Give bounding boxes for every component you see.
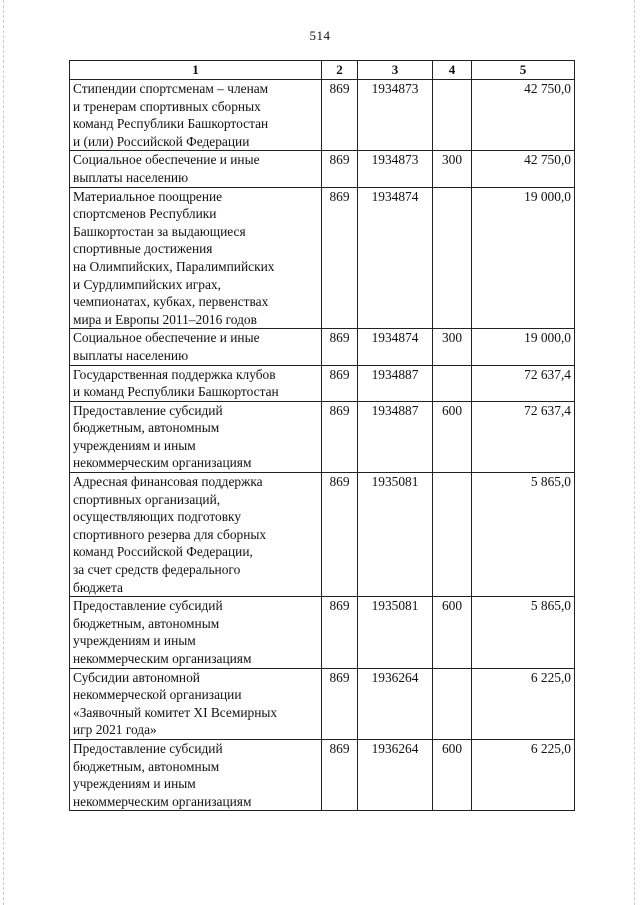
row-name-line: Предоставление субсидий xyxy=(73,740,223,756)
row-name-line: выплаты населению xyxy=(73,347,189,363)
row-name-line: бюджетным, автономным xyxy=(73,758,220,774)
column-header-target: 3 xyxy=(358,61,433,80)
row-target-code: 1935081 xyxy=(358,597,433,668)
page-number: 514 xyxy=(309,28,331,43)
row-amount: 72 637,4 xyxy=(472,365,575,401)
row-name-cell xyxy=(70,473,322,597)
row-name-cell xyxy=(70,329,322,365)
scan-edge-right xyxy=(634,0,636,905)
row-name-line: и команд Республики Башкортостан xyxy=(73,384,279,400)
row-amount: 6 225,0 xyxy=(472,668,575,739)
row-name-cell xyxy=(70,187,322,329)
row-name-line: Башкортостан за выдающиеся xyxy=(73,223,246,239)
row-ministry-code: 869 xyxy=(322,329,358,365)
row-name-line: за счет средств федерального xyxy=(73,562,241,578)
column-header-ministry: 2 xyxy=(322,61,358,80)
row-expense-type: 300 xyxy=(433,329,472,365)
row-name-line: и тренерам спортивных сборных xyxy=(73,98,261,114)
row-name-cell xyxy=(70,151,322,187)
row-amount: 5 865,0 xyxy=(472,473,575,597)
row-amount: 5 865,0 xyxy=(472,597,575,668)
row-name-line: Материальное поощрение xyxy=(73,188,223,204)
table-row xyxy=(70,187,575,329)
row-name-line: некоммерческим организациям xyxy=(73,455,252,471)
row-name-line: спортивные достижения xyxy=(73,241,213,257)
row-name-line: некоммерческой организации xyxy=(73,687,242,703)
row-ministry-code: 869 xyxy=(322,187,358,329)
row-ministry-code: 869 xyxy=(322,365,358,401)
column-header-name: 1 xyxy=(70,61,322,80)
table-row xyxy=(70,739,575,810)
row-ministry-code: 869 xyxy=(322,473,358,597)
scan-edge-left xyxy=(3,0,5,905)
row-expense-type xyxy=(433,80,472,151)
row-name-line: некоммерческим организациям xyxy=(73,793,252,809)
table-row xyxy=(70,401,575,472)
row-target-code: 1934873 xyxy=(358,80,433,151)
table-row xyxy=(70,151,575,187)
table-body xyxy=(70,80,575,811)
row-ministry-code: 869 xyxy=(322,80,358,151)
row-amount: 42 750,0 xyxy=(472,151,575,187)
table-row xyxy=(70,329,575,365)
row-target-code: 1936264 xyxy=(358,739,433,810)
row-amount: 19 000,0 xyxy=(472,329,575,365)
row-target-code: 1934873 xyxy=(358,151,433,187)
table-row xyxy=(70,473,575,597)
row-ministry-code: 869 xyxy=(322,151,358,187)
row-name-line: спортивных организаций, xyxy=(73,491,221,507)
row-ministry-code: 869 xyxy=(322,401,358,472)
row-name-line: спортивного резерва для сборных xyxy=(73,526,267,542)
column-header-amount: 5 xyxy=(472,61,575,80)
row-name-line: бюджетным, автономным xyxy=(73,420,220,436)
row-expense-type xyxy=(433,473,472,597)
row-expense-type: 600 xyxy=(433,597,472,668)
row-name-line: бюджета xyxy=(73,579,123,595)
row-expense-type xyxy=(433,365,472,401)
row-name-cell xyxy=(70,668,322,739)
row-name-line: Субсидии автономной xyxy=(73,669,200,685)
row-expense-type: 300 xyxy=(433,151,472,187)
row-expense-type: 600 xyxy=(433,401,472,472)
row-name-cell xyxy=(70,597,322,668)
row-target-code: 1934874 xyxy=(358,187,433,329)
row-expense-type xyxy=(433,668,472,739)
row-name-line: «Заявочный комитет XI Всемирных xyxy=(73,704,278,720)
row-amount: 72 637,4 xyxy=(472,401,575,472)
row-target-code: 1935081 xyxy=(358,473,433,597)
row-name-line: выплаты населению xyxy=(73,169,189,185)
row-name-line: команд Российской Федерации, xyxy=(73,544,253,560)
row-amount: 19 000,0 xyxy=(472,187,575,329)
row-name-line: учреждениям и иным xyxy=(73,437,196,453)
row-name-line: Социальное обеспечение и иные xyxy=(73,152,260,168)
row-name-line: спортсменов Республики xyxy=(73,206,217,222)
table-header-row xyxy=(70,61,575,80)
row-amount: 6 225,0 xyxy=(472,739,575,810)
row-name-cell xyxy=(70,739,322,810)
row-name-line: чемпионатах, кубках, первенствах xyxy=(73,294,269,310)
row-ministry-code: 869 xyxy=(322,597,358,668)
row-target-code: 1934887 xyxy=(358,401,433,472)
row-target-code: 1934887 xyxy=(358,365,433,401)
row-name-line: и Сурдлимпийских играх, xyxy=(73,276,221,292)
row-expense-type: 600 xyxy=(433,739,472,810)
row-name-line: на Олимпийских, Паралимпийских xyxy=(73,258,275,274)
row-name-line: учреждениям и иным xyxy=(73,633,196,649)
row-name-line: осуществляющих подготовку xyxy=(73,509,242,525)
row-ministry-code: 869 xyxy=(322,668,358,739)
row-target-code: 1936264 xyxy=(358,668,433,739)
table-row xyxy=(70,597,575,668)
row-name-line: некоммерческим организациям xyxy=(73,651,252,666)
row-target-code: 1934874 xyxy=(358,329,433,365)
row-name-line: команд Республики Башкортостан xyxy=(73,116,269,132)
row-name-line: Социальное обеспечение и иные xyxy=(73,330,260,346)
row-name-line: Государственная поддержка клубов xyxy=(73,366,276,382)
row-name-line: учреждениям и иным xyxy=(73,776,196,792)
row-name-line: Адресная финансовая поддержка xyxy=(73,474,263,490)
row-name-line: бюджетным, автономным xyxy=(73,615,220,631)
table-row xyxy=(70,365,575,401)
row-name-cell xyxy=(70,401,322,472)
row-amount: 42 750,0 xyxy=(472,80,575,151)
row-name-cell xyxy=(70,365,322,401)
column-header-expense-type: 4 xyxy=(433,61,472,80)
row-name-line: Предоставление субсидий xyxy=(73,598,223,614)
row-name-line: и (или) Российской Федерации xyxy=(73,133,250,149)
row-name-line: Стипендии спортсменам – членам xyxy=(73,81,269,96)
table-row xyxy=(70,80,575,151)
budget-table xyxy=(69,60,575,811)
row-name-line: мира и Европы 2011–2016 годов xyxy=(73,311,257,327)
row-name-line: игр 2021 года» xyxy=(73,722,157,738)
row-ministry-code: 869 xyxy=(322,739,358,810)
table-row xyxy=(70,668,575,739)
row-expense-type xyxy=(433,187,472,329)
row-name-cell xyxy=(70,80,322,151)
row-name-line: Предоставление субсидий xyxy=(73,402,223,418)
